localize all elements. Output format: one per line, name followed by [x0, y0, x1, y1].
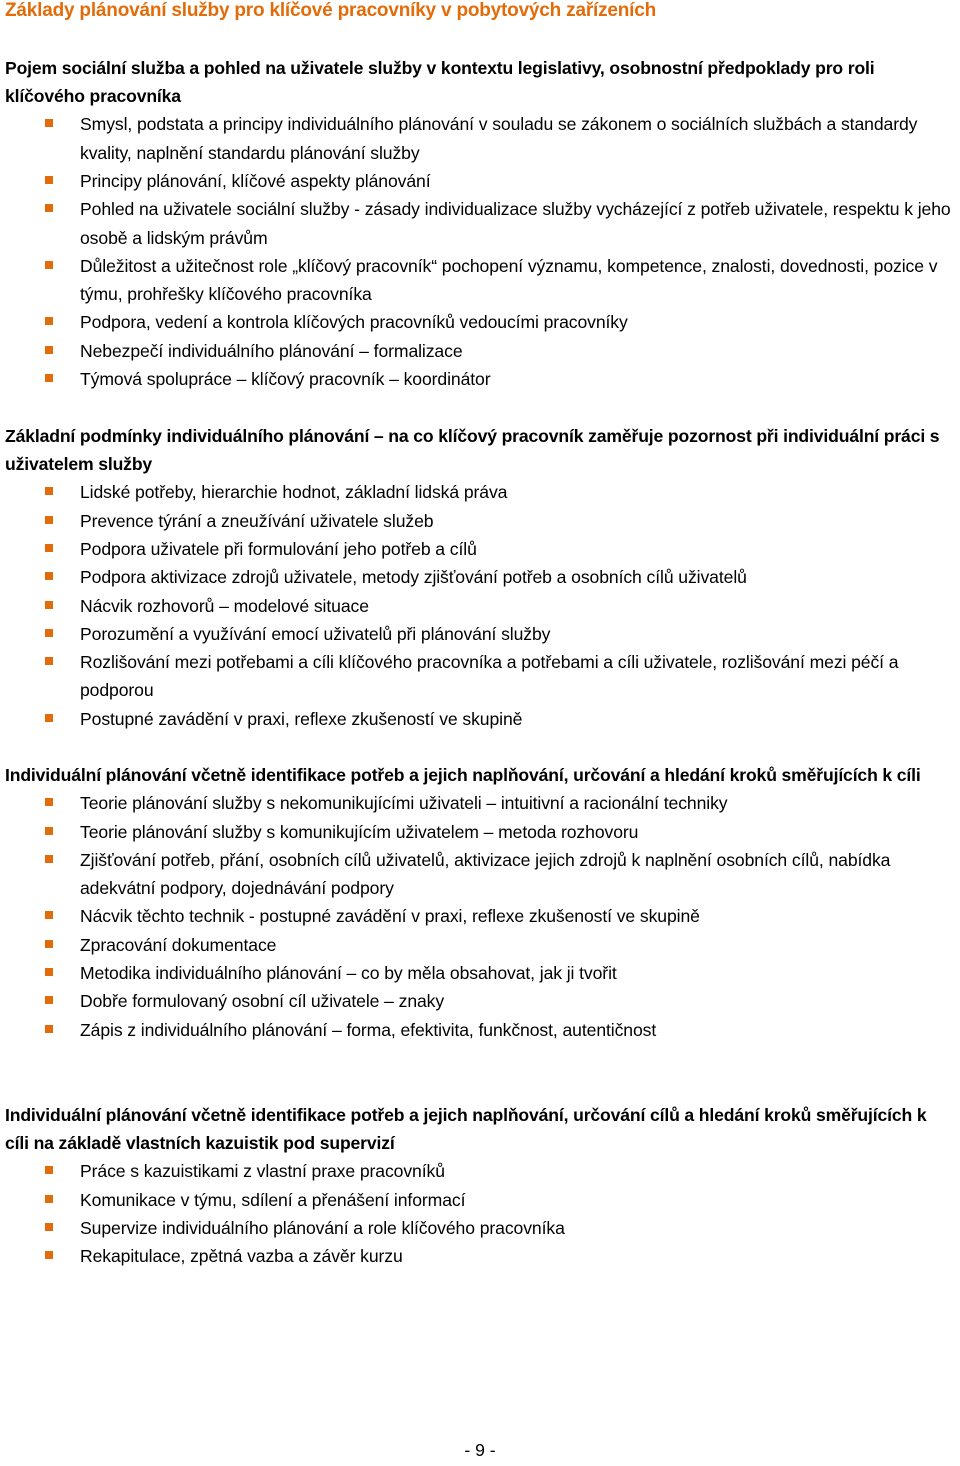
bullet-list	[0, 1157, 960, 1270]
square-bullet-icon	[45, 855, 53, 863]
section-heading: Individuální plánování včetně identifikace potřeb a jejich naplňování, určování cílů a hledání kroků směřujících k cíli na základě vlastních kazuistik pod supervizí	[5, 1105, 927, 1154]
list-item: Podpora uživatele při formulování jeho potřeb a cílů	[0, 535, 958, 563]
square-bullet-icon	[45, 1166, 53, 1174]
square-bullet-icon	[45, 714, 53, 722]
square-bullet-icon	[45, 940, 53, 948]
list-item: Pohled na uživatele sociální služby - zásady individualizace služby vycházející z potřeb uživatele, respektu k jeho osobě a lidským právům	[0, 195, 958, 252]
list-item: Smysl, podstata a principy individuálního plánování v souladu se zákonem o sociálních službách a standardy kvality, naplnění standardu plánování služby	[0, 110, 958, 167]
list-item: Rozlišování mezi potřebami a cíli klíčového pracovníka a potřebami a cíli uživatele, rozlišování mezi péčí a podporou	[0, 648, 958, 705]
square-bullet-icon	[45, 261, 53, 269]
list-item: Rekapitulace, zpětná vazba a závěr kurzu	[0, 1242, 958, 1270]
list-item: Supervize individuálního plánování a role klíčového pracovníka	[0, 1214, 958, 1242]
list-item: Prevence týrání a zneužívání uživatele služeb	[0, 507, 958, 535]
square-bullet-icon	[45, 176, 53, 184]
list-item: Principy plánování, klíčové aspekty plánování	[0, 167, 958, 195]
square-bullet-icon	[45, 968, 53, 976]
list-item: Porozumění a využívání emocí uživatelů při plánování služby	[0, 620, 958, 648]
list-item: Zjišťování potřeb, přání, osobních cílů uživatelů, aktivizace jejich zdrojů k naplnění osobních cílů, nabídka adekvátní podpory, dojednávání podpory	[0, 846, 958, 903]
square-bullet-icon	[45, 487, 53, 495]
square-bullet-icon	[45, 996, 53, 1004]
section-heading: Individuální plánování včetně identifikace potřeb a jejich naplňování, určování a hledání kroků směřujících k cíli	[5, 765, 921, 785]
square-bullet-icon	[45, 204, 53, 212]
list-item: Teorie plánování služby s nekomunikujícími uživateli – intuitivní a racionální techniky	[0, 789, 958, 817]
square-bullet-icon	[45, 1025, 53, 1033]
section-3	[0, 761, 960, 1044]
list-item: Dobře formulovaný osobní cíl uživatele – znaky	[0, 987, 958, 1015]
square-bullet-icon	[45, 798, 53, 806]
square-bullet-icon	[45, 601, 53, 609]
list-item: Zápis z individuálního plánování – forma, efektivita, funkčnost, autentičnost	[0, 1016, 958, 1044]
page-number: - 9 -	[464, 1440, 496, 1460]
list-item: Nebezpečí individuálního plánování – formalizace	[0, 337, 958, 365]
list-item: Nácvik rozhovorů – modelové situace	[0, 592, 958, 620]
square-bullet-icon	[45, 119, 53, 127]
list-item: Nácvik těchto technik - postupné zavádění v praxi, reflexe zkušeností ve skupině	[0, 902, 958, 930]
bullet-list	[0, 110, 960, 393]
list-item: Teorie plánování služby s komunikujícím uživatelem – metoda rozhovoru	[0, 818, 958, 846]
square-bullet-icon	[45, 657, 53, 665]
bullet-list	[0, 789, 960, 1044]
list-item: Práce s kazuistikami z vlastní praxe pracovníků	[0, 1157, 958, 1185]
section-heading: Pojem sociální služba a pohled na uživatele služby v kontextu legislativy, osobnostní předpoklady pro roli klíčového pracovníka	[5, 58, 875, 107]
square-bullet-icon	[45, 544, 53, 552]
document-title: Základy plánování služby pro klíčové pracovníky v pobytových zařízeních	[5, 0, 657, 21]
list-item: Postupné zavádění v praxi, reflexe zkušeností ve skupině	[0, 705, 958, 733]
list-item: Týmová spolupráce – klíčový pracovník – koordinátor	[0, 365, 958, 393]
list-item: Lidské potřeby, hierarchie hodnot, základní lidská práva	[0, 478, 958, 506]
list-item: Podpora, vedení a kontrola klíčových pracovníků vedoucími pracovníky	[0, 308, 958, 336]
square-bullet-icon	[45, 911, 53, 919]
section-1	[0, 54, 960, 393]
square-bullet-icon	[45, 1251, 53, 1259]
section-4	[0, 1101, 960, 1271]
square-bullet-icon	[45, 572, 53, 580]
bullet-list	[0, 478, 960, 733]
list-item: Podpora aktivizace zdrojů uživatele, metody zjišťování potřeb a osobních cílů uživatelů	[0, 563, 958, 591]
square-bullet-icon	[45, 346, 53, 354]
square-bullet-icon	[45, 827, 53, 835]
list-item: Komunikace v týmu, sdílení a přenášení informací	[0, 1186, 958, 1214]
list-item: Zpracování dokumentace	[0, 931, 958, 959]
square-bullet-icon	[45, 629, 53, 637]
square-bullet-icon	[45, 317, 53, 325]
section-2	[0, 422, 960, 733]
square-bullet-icon	[45, 1223, 53, 1231]
square-bullet-icon	[45, 1195, 53, 1203]
list-item: Metodika individuálního plánování – co by měla obsahovat, jak ji tvořit	[0, 959, 958, 987]
square-bullet-icon	[45, 374, 53, 382]
square-bullet-icon	[45, 516, 53, 524]
section-heading: Základní podmínky individuálního plánování – na co klíčový pracovník zaměřuje pozornost při individuální práci s uživatelem služby	[5, 426, 940, 475]
list-item: Důležitost a užitečnost role „klíčový pracovník“ pochopení významu, kompetence, znalosti, dovednosti, pozice v týmu, prohřešky klíčového pracovníka	[0, 252, 958, 309]
